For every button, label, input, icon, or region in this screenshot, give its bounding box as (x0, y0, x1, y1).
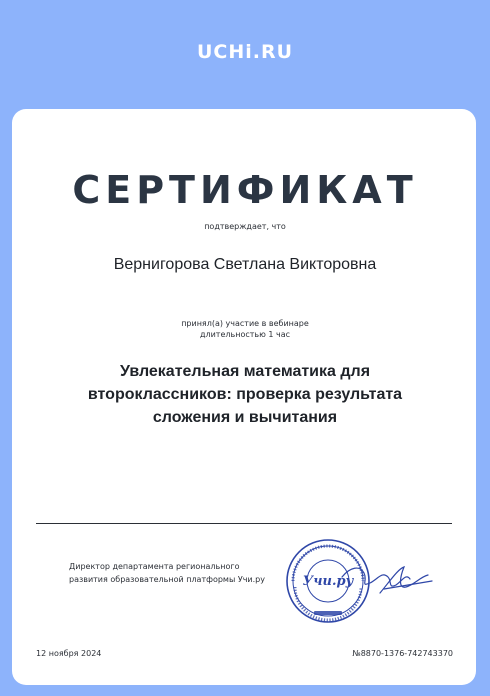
issue-date: 12 ноября 2024 (36, 649, 102, 658)
certificate-number: №8870-1376-742743370 (352, 649, 453, 658)
director-title (69, 560, 279, 586)
webinar-title-line: Увлекательная математика для (119, 363, 371, 380)
certificate-title: СЕРТИФИКАТ (72, 168, 418, 212)
webinar-title-line: сложения и вычитания (152, 409, 338, 426)
signature-icon (342, 567, 432, 593)
uchi-ru-logo: UCHi.RU (196, 41, 294, 63)
stamp-seal-icon (280, 537, 440, 625)
stamp-text: Учи.ру (302, 574, 354, 589)
webinar-title-line: второклассников: проверка результата (87, 386, 403, 403)
webinar-title (60, 360, 430, 429)
director-line: развития образовательной платформы Учи.ру (69, 575, 265, 584)
director-line: Директор департамента регионального (69, 562, 240, 571)
duration-line: длительностью 1 час (199, 330, 291, 339)
participation-text (0, 318, 490, 340)
confirms-text: подтверждает, что (204, 222, 286, 231)
signature-divider (36, 523, 452, 524)
participation-line: принял(а) участие в вебинаре (181, 319, 309, 328)
stamp-and-signature (280, 537, 440, 625)
recipient-name: Вернигорова Светлана Викторовна (113, 256, 377, 273)
